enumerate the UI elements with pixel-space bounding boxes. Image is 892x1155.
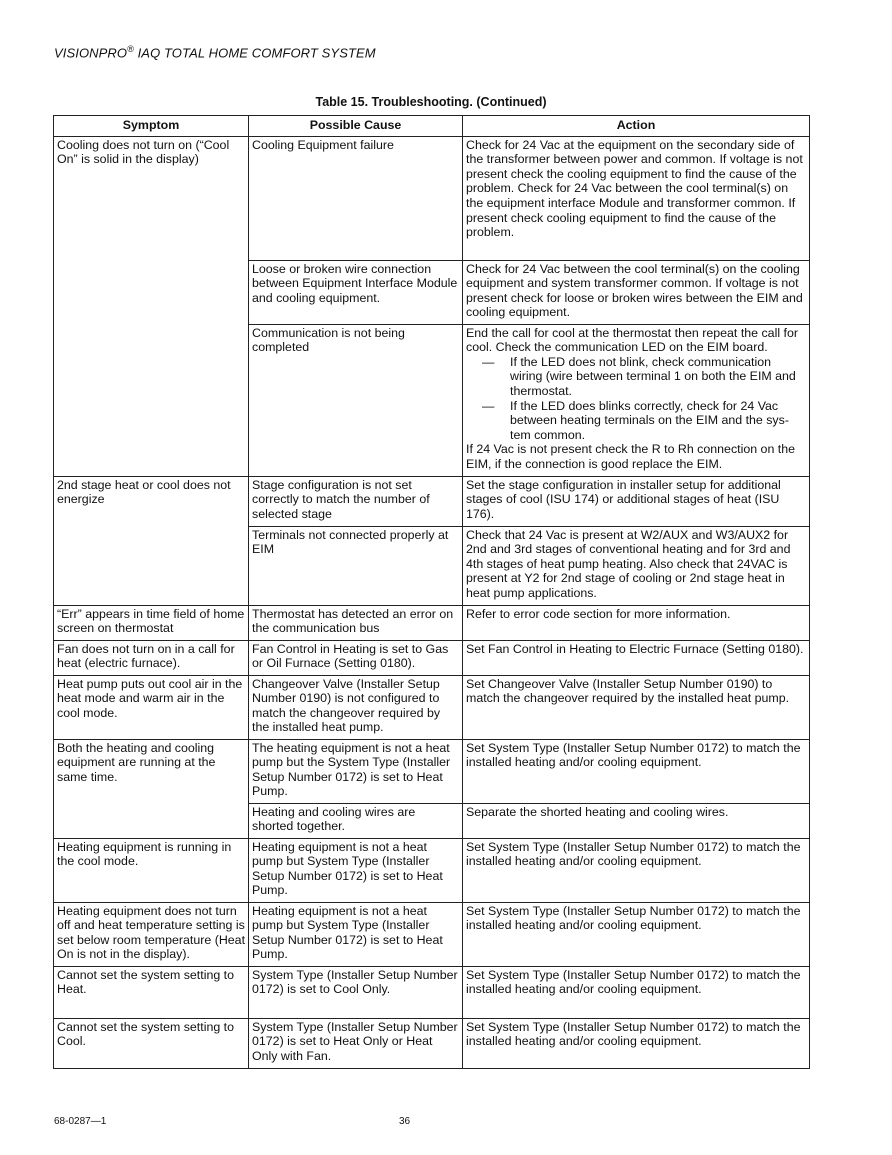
cause-cell: System Type (Installer Setup Number 0172) is set to Heat Only or Heat Only with Fan. xyxy=(249,1018,463,1068)
cause-cell: Terminals not connected properly at EIM xyxy=(249,526,463,605)
table-row xyxy=(54,136,810,260)
symptom-cell: Both the heating and cooling equipment are running at the same time. xyxy=(54,739,249,838)
action-cell: Set the stage configuration in installer setup for additional stages of cool (ISU 174) or additional stages of heat (ISU 176). xyxy=(463,476,810,526)
page-number: 36 xyxy=(399,1116,411,1127)
table-row xyxy=(54,1018,810,1068)
table-row xyxy=(54,640,810,675)
list-item-text: If the LED does not blink, check communication wiring (wire between terminal 1 on both the EIM and thermostat. xyxy=(510,354,796,398)
symptom-cell: Heating equipment does not turn off and heat temperature setting is set below room temperature (Heat On is not in the display). xyxy=(54,902,249,966)
dash-bullet: — xyxy=(482,354,495,369)
symptom-cell: Cooling does not turn on (“Cool On” is solid in the display) xyxy=(54,136,249,476)
action-cell: Set Changeover Valve (Installer Setup Number 0190) to match the changeover required by the installed heat pump. xyxy=(463,675,810,739)
action-cell: Set System Type (Installer Setup Number 0172) to match the installed heating and/or cooling equipment. xyxy=(463,739,810,803)
cause-cell: Fan Control in Heating is set to Gas or Oil Furnace (Setting 0180). xyxy=(249,640,463,675)
action-cell xyxy=(463,324,810,476)
column-header-possible-cause: Possible Cause xyxy=(249,116,463,137)
cause-cell: Changeover Valve (Installer Setup Number 0190) is not configured to match the changeover required by the installed heat pump. xyxy=(249,675,463,739)
running-header xyxy=(54,44,376,60)
brand-name: VISIONPRO xyxy=(54,45,128,61)
cause-cell: Heating equipment is not a heat pump but System Type (Installer Setup Number 0172) is set to Heat Pump. xyxy=(249,838,463,902)
symptom-cell: Fan does not turn on in a call for heat (electric furnace). xyxy=(54,640,249,675)
symptom-cell: Heat pump puts out cool air in the heat mode and warm air in the cool mode. xyxy=(54,675,249,739)
symptom-cell: Cannot set the system setting to Heat. xyxy=(54,966,249,1018)
list-item-text: If the LED does blinks correctly, check for 24 Vac between heating terminals on the EIM and the sys- tem common. xyxy=(510,398,789,442)
cause-cell: The heating equipment is not a heat pump but the System Type (Installer Setup Number 0172) is set to Heat Pump. xyxy=(249,739,463,803)
table-row xyxy=(54,675,810,739)
table-caption: Table 15. Troubleshooting. (Continued) xyxy=(315,95,547,109)
table-row xyxy=(54,605,810,640)
action-cell: Check for 24 Vac at the equipment on the secondary side of the transformer between power and common. If voltage is not present check the cooling equipment to find the cause of the problem. Check for 24 Vac between the cool terminal(s) on the equipment interface Module and transformer common. If present check cooling equipment to find the cause of the problem. xyxy=(463,136,810,260)
action-intro: End the call for cool at the thermostat then repeat the call for cool. Check the communication LED on the EIM board. xyxy=(466,325,798,355)
dash-bullet: — xyxy=(482,398,495,413)
cause-cell: System Type (Installer Setup Number 0172) is set to Cool Only. xyxy=(249,966,463,1018)
action-cell: Set System Type (Installer Setup Number 0172) to match the installed heating and/or cooling equipment. xyxy=(463,966,810,1018)
table-row xyxy=(54,902,810,966)
dash-list-item xyxy=(466,399,806,443)
symptom-cell: Heating equipment is running in the cool mode. xyxy=(54,838,249,902)
cause-cell: Communication is not being completed xyxy=(249,324,463,476)
cause-cell: Stage configuration is not set correctly to match the number of selected stage xyxy=(249,476,463,526)
action-cell: Check for 24 Vac between the cool terminal(s) on the cooling equipment and system transformer common. If voltage is not present check for loose or broken wires between the EIM and cooling equipment. xyxy=(463,260,810,324)
table-header-row xyxy=(54,116,810,137)
registered-mark: ® xyxy=(127,44,134,54)
action-cell: Set Fan Control in Heating to Electric Furnace (Setting 0180). xyxy=(463,640,810,675)
column-header-symptom: Symptom xyxy=(54,116,249,137)
action-cell: Set System Type (Installer Setup Number 0172) to match the installed heating and/or cooling equipment. xyxy=(463,902,810,966)
symptom-cell: 2nd stage heat or cool does not energize xyxy=(54,476,249,605)
symptom-cell: “Err” appears in time field of home screen on thermostat xyxy=(54,605,249,640)
header-title: IAQ TOTAL HOME COMFORT SYSTEM xyxy=(133,45,376,61)
cause-cell: Cooling Equipment failure xyxy=(249,136,463,260)
cause-cell: Heating equipment is not a heat pump but System Type (Installer Setup Number 0172) is set to Heat Pump. xyxy=(249,902,463,966)
action-cell: Refer to error code section for more information. xyxy=(463,605,810,640)
table-row xyxy=(54,966,810,1018)
cause-cell: Heating and cooling wires are shorted together. xyxy=(249,803,463,838)
table-row xyxy=(54,838,810,902)
symptom-cell: Cannot set the system setting to Cool. xyxy=(54,1018,249,1068)
cause-cell: Thermostat has detected an error on the communication bus xyxy=(249,605,463,640)
cause-cell: Loose or broken wire connection between Equipment Interface Module and cooling equipment. xyxy=(249,260,463,324)
column-header-action: Action xyxy=(463,116,810,137)
action-cell: Check that 24 Vac is present at W2/AUX and W3/AUX2 for 2nd and 3rd stages of conventional heating and for 3rd and 4th stages of heat pump heating. Also check that 24VAC is present at Y2 for 2nd stage of cooling or 2nd stage heat in heat pump applications. xyxy=(463,526,810,605)
action-cell: Set System Type (Installer Setup Number 0172) to match the installed heating and/or cooling equipment. xyxy=(463,838,810,902)
document-number: 68-0287—1 xyxy=(54,1116,107,1127)
action-cell: Separate the shorted heating and cooling wires. xyxy=(463,803,810,838)
troubleshooting-table xyxy=(53,115,810,1069)
action-outro: If 24 Vac is not present check the R to Rh connection on the EIM, if the connection is good replace the EIM. xyxy=(466,442,796,471)
table-row xyxy=(54,476,810,526)
dash-list-item xyxy=(466,355,806,399)
action-cell: Set System Type (Installer Setup Number 0172) to match the installed heating and/or cooling equipment. xyxy=(463,1018,810,1068)
table-row xyxy=(54,739,810,803)
